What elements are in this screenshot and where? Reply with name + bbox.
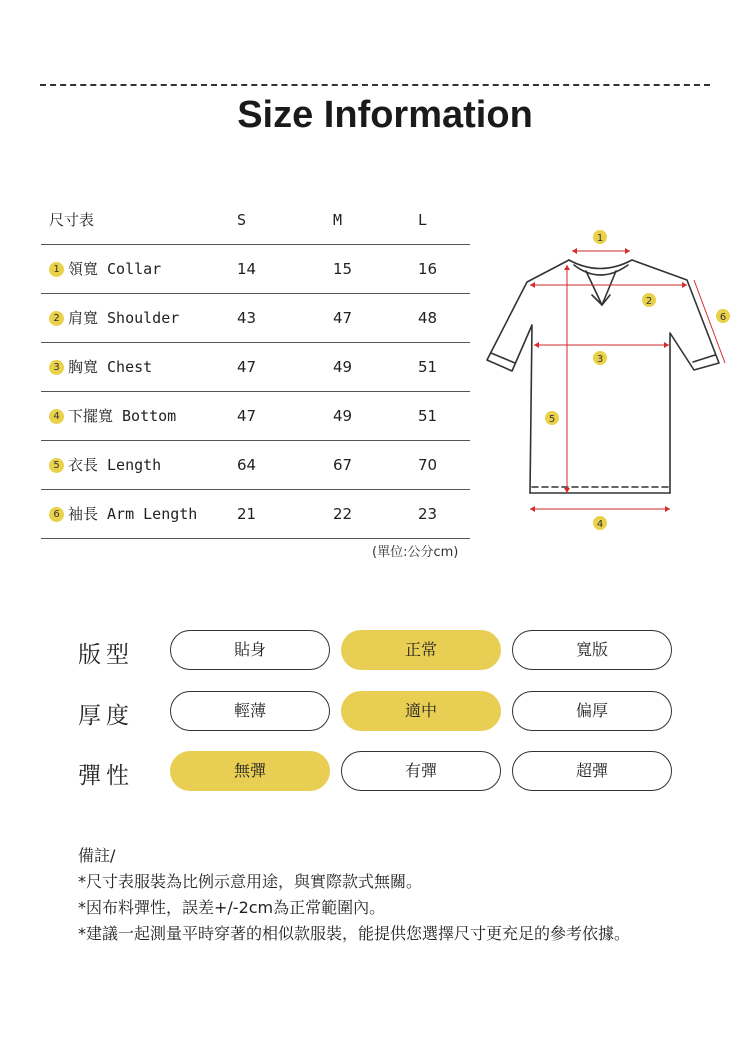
header-m: M <box>333 211 343 229</box>
cell-m: 22 <box>333 505 353 523</box>
cell-s: 21 <box>237 505 257 523</box>
note-line: *建議一起測量平時穿著的相似款服裝，能提供您選擇尺寸更充足的參考依據。 <box>78 924 631 943</box>
number-badge: 5 <box>49 458 64 473</box>
elasticity-option-none[interactable]: 無彈 <box>170 751 330 791</box>
table-row <box>41 441 470 490</box>
cell-l: 16 <box>418 260 438 278</box>
number-badge: 6 <box>49 507 64 522</box>
cell-m: 47 <box>333 309 353 327</box>
thickness-option-thin[interactable]: 輕薄 <box>170 691 330 731</box>
unit-note: (單位:公分cm) <box>372 545 459 560</box>
row-label: 下擺寬 Bottom <box>68 407 177 425</box>
fit-option-regular[interactable]: 正常 <box>341 630 501 670</box>
row-label: 衣長 Length <box>68 456 162 474</box>
cell-s: 47 <box>237 358 257 376</box>
note-line: *尺寸表服裝為比例示意用途，與實際款式無關。 <box>78 872 423 891</box>
cell-m: 49 <box>333 358 353 376</box>
notes-heading: 備註/ <box>78 846 116 865</box>
diagram-markers <box>545 230 730 530</box>
cell-l: 51 <box>418 407 438 425</box>
attribute-label: 厚度 <box>78 703 134 729</box>
notes-section <box>78 843 630 947</box>
tshirt-measurement-diagram <box>482 225 737 534</box>
cell-s: 43 <box>237 309 257 327</box>
elasticity-option-some[interactable]: 有彈 <box>341 751 501 791</box>
cell-l: 23 <box>418 505 438 523</box>
table-row <box>41 294 470 343</box>
attribute-thickness <box>78 691 678 735</box>
size-table <box>41 196 470 539</box>
thickness-option-medium[interactable]: 適中 <box>341 691 501 731</box>
marker-2: 2 <box>645 296 653 307</box>
marker-3: 3 <box>596 354 604 365</box>
header-l: L <box>418 211 428 229</box>
cell-l: 70 <box>418 456 438 474</box>
cell-m: 15 <box>333 260 353 278</box>
measure-lines <box>530 248 725 512</box>
cell-m: 67 <box>333 456 353 474</box>
table-row <box>41 490 470 539</box>
cell-l: 51 <box>418 358 438 376</box>
tshirt-diagram-svg <box>482 225 737 530</box>
note-line: *因布料彈性，誤差+/-2cm為正常範圍內。 <box>78 898 386 917</box>
attribute-elasticity <box>78 751 678 795</box>
header-s: S <box>237 211 247 229</box>
marker-4: 4 <box>596 519 604 530</box>
attribute-label: 彈性 <box>78 763 134 789</box>
marker-6: 6 <box>719 312 727 323</box>
cell-s: 14 <box>237 260 257 278</box>
cell-m: 49 <box>333 407 353 425</box>
row-label: 胸寬 Chest <box>68 358 153 376</box>
page-title: Size Information <box>237 94 533 136</box>
number-badge: 3 <box>49 360 64 375</box>
row-label: 領寬 Collar <box>68 260 162 278</box>
number-badge: 2 <box>49 311 64 326</box>
cell-s: 64 <box>237 456 257 474</box>
elasticity-option-high[interactable]: 超彈 <box>512 751 672 791</box>
fit-option-slim[interactable]: 貼身 <box>170 630 330 670</box>
table-row <box>41 392 470 441</box>
table-row <box>41 245 470 294</box>
row-label: 肩寬 Shoulder <box>68 309 180 327</box>
table-header-row <box>41 196 470 245</box>
tshirt-outline <box>487 260 719 493</box>
cell-s: 47 <box>237 407 257 425</box>
header-label: 尺寸表 <box>49 211 95 229</box>
number-badge: 4 <box>49 409 64 424</box>
table-row <box>41 343 470 392</box>
cell-l: 48 <box>418 309 438 327</box>
marker-1: 1 <box>596 233 604 244</box>
marker-5: 5 <box>548 414 556 425</box>
row-label: 袖長 Arm Length <box>68 505 198 523</box>
attribute-fit <box>78 630 678 674</box>
fit-option-loose[interactable]: 寬版 <box>512 630 672 670</box>
number-badge: 1 <box>49 262 64 277</box>
thickness-option-thick[interactable]: 偏厚 <box>512 691 672 731</box>
top-dashed-divider <box>40 84 710 86</box>
attribute-label: 版型 <box>78 642 134 668</box>
